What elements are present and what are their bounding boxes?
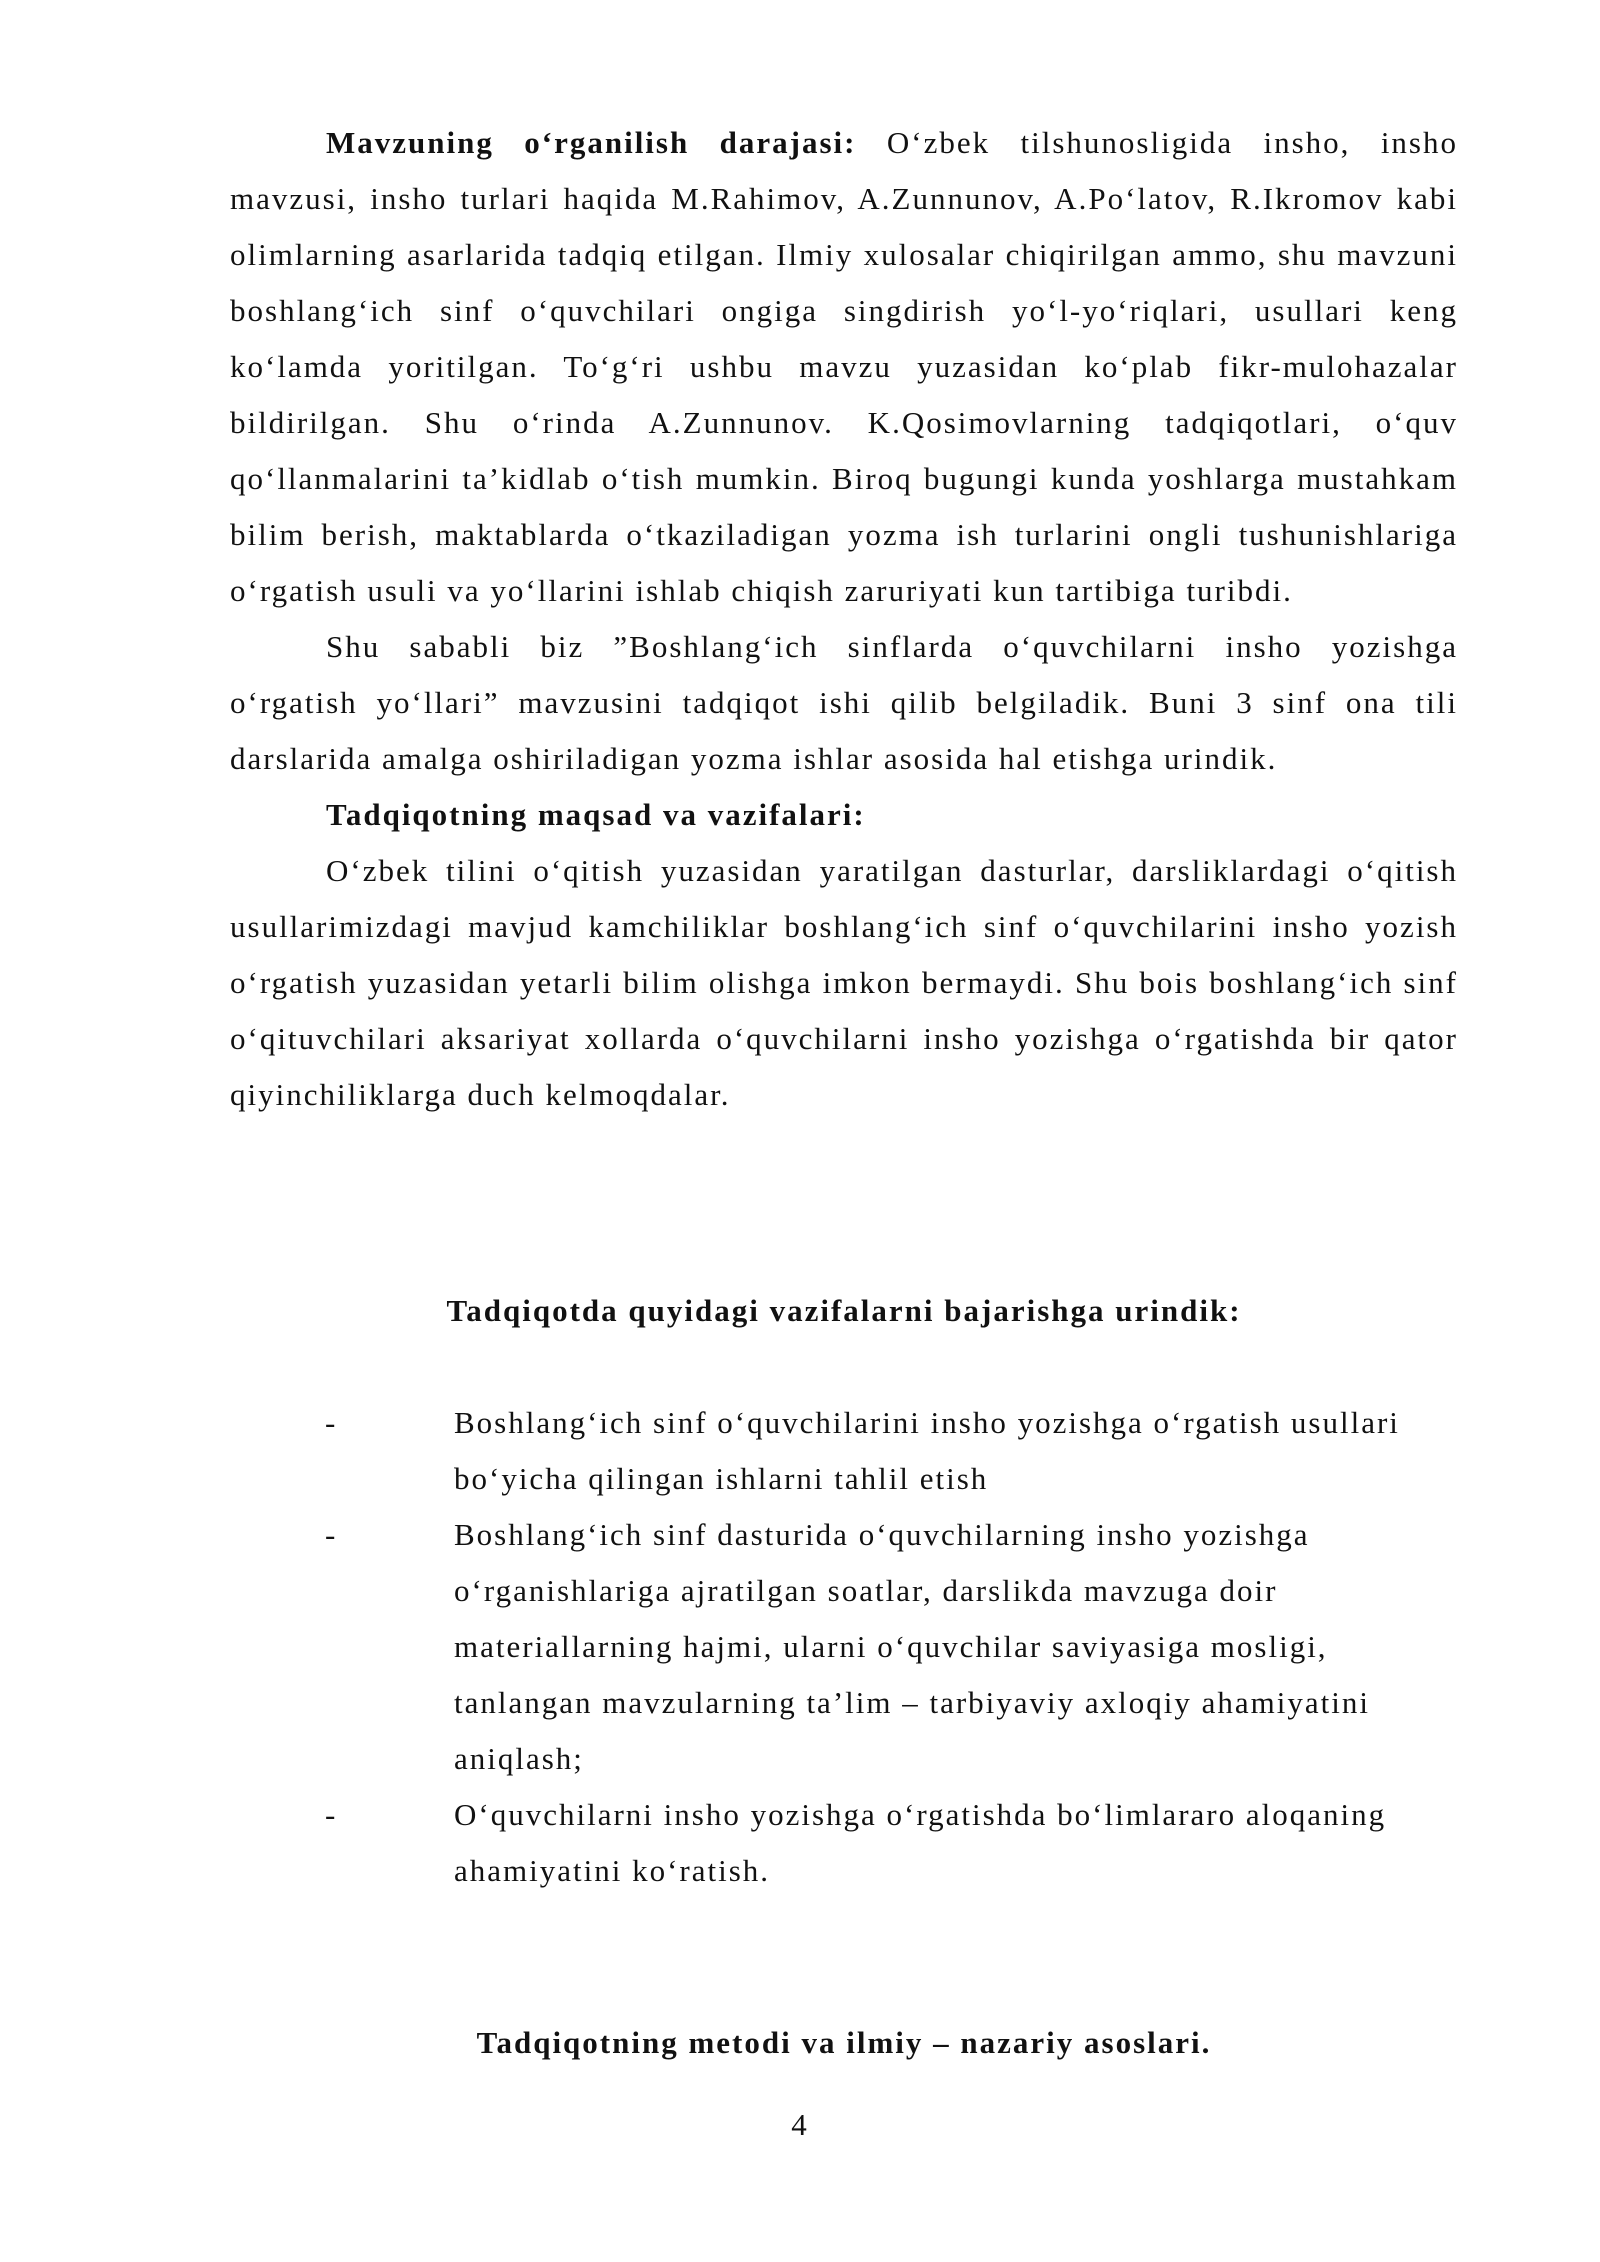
tasks-heading: Tadqiqotda quyidagi vazifalarni bajarishga urindik: [446, 1293, 1242, 1328]
list-dash: - [325, 1517, 338, 1552]
topic-choice-paragraph: Shu sababli biz ”Boshlang‘ich sinflarda o‘quvchilarni insho yozishga o‘rgatish yo‘llari” mavzusini tadqiqot ishi qilib belgiladik. Buni 3 sinf ona tili darslarida amalga oshiriladigan yozma ishlar asosida hal etishga urindik. [230, 629, 1458, 776]
task-list [230, 1395, 1458, 1899]
task-text-1: Boshlang‘ich sinf o‘quvchilarini insho yozishga o‘rgatish usullari bo‘yicha qilingan ishlarni tahlil etish [454, 1405, 1400, 1496]
intro-block [230, 115, 1458, 1123]
task-item-3 [230, 1787, 1458, 1899]
study-level-paragraph [230, 115, 1458, 619]
list-dash: - [325, 1405, 338, 1440]
task-text-3: O‘quvchilarni insho yozishga o‘rgatishda bo‘limlararo aloqaning ahamiyatini ko‘ratish. [454, 1797, 1387, 1888]
task-text-2: Boshlang‘ich sinf dasturida o‘quvchilarning insho yozishga o‘rganishlariga ajratilgan soatlar, darslikda mavzuga doir materiallarning hajmi, ularni o‘quvchilar saviyasiga mosligi, tanlangan mavzularning ta’lim – tarbiyaviy axloqiy ahamiyatini aniqlash; [454, 1517, 1370, 1776]
study-level-heading: Mavzuning o‘rganilish darajasi: [326, 125, 857, 160]
goals-paragraph: O‘zbek tilini o‘qitish yuzasidan yaratilgan dasturlar, darsliklardagi o‘qitish usullarimizdagi mavjud kamchiliklar boshlang‘ich sinf o‘quvchilarini insho yozish o‘rgatish yuzasidan yetarli bilim olishga imkon bermaydi. Shu bois boshlang‘ich sinf o‘qituvchilari aksariyat xollarda o‘quvchilarni insho yozishga o‘rgatishda bir qator qiyinchiliklarga duch kelmoqdalar. [230, 853, 1458, 1112]
goals-heading: Tadqiqotning maqsad va vazifalari: [326, 797, 866, 832]
study-level-text: O‘zbek tilshunosligida insho, insho mavzusi, insho turlari haqida M.Rahimov, A.Zunnunov, A.Po‘latov, R.Ikromov kabi olimlarning asarlarida tadqiq etilgan. Ilmiy xulosalar chiqirilgan ammo, shu mavzuni boshlang‘ich sinf o‘quvchilari ongiga singdirish yo‘l-yo‘riqlari, usullari keng ko‘lamda yoritilgan. To‘g‘ri ushbu mavzu yuzasidan ko‘plab fikr-mulohazalar bildirilgan. Shu o‘rinda A.Zunnunov. K.Qosimovlarning tadqiqotlari, o‘quv qo‘llanmalarini ta’kidlab o‘tish mumkin. Biroq bugungi kunda yoshlarga mustahkam bilim berish, maktablarda o‘tkaziladigan yozma ish turlarini ongli tushunishlariga o‘rgatish usuli va yo‘llarini ishlab chiqish zaruriyati kun tartibiga turibdi. [230, 125, 1458, 608]
task-item-2 [230, 1507, 1458, 1787]
task-item-1 [230, 1395, 1458, 1507]
method-heading: Tadqiqotning metodi va ilmiy – nazariy asoslari. [476, 2025, 1212, 2060]
page-number: 4 [791, 2107, 809, 2142]
list-dash: - [325, 1797, 338, 1832]
